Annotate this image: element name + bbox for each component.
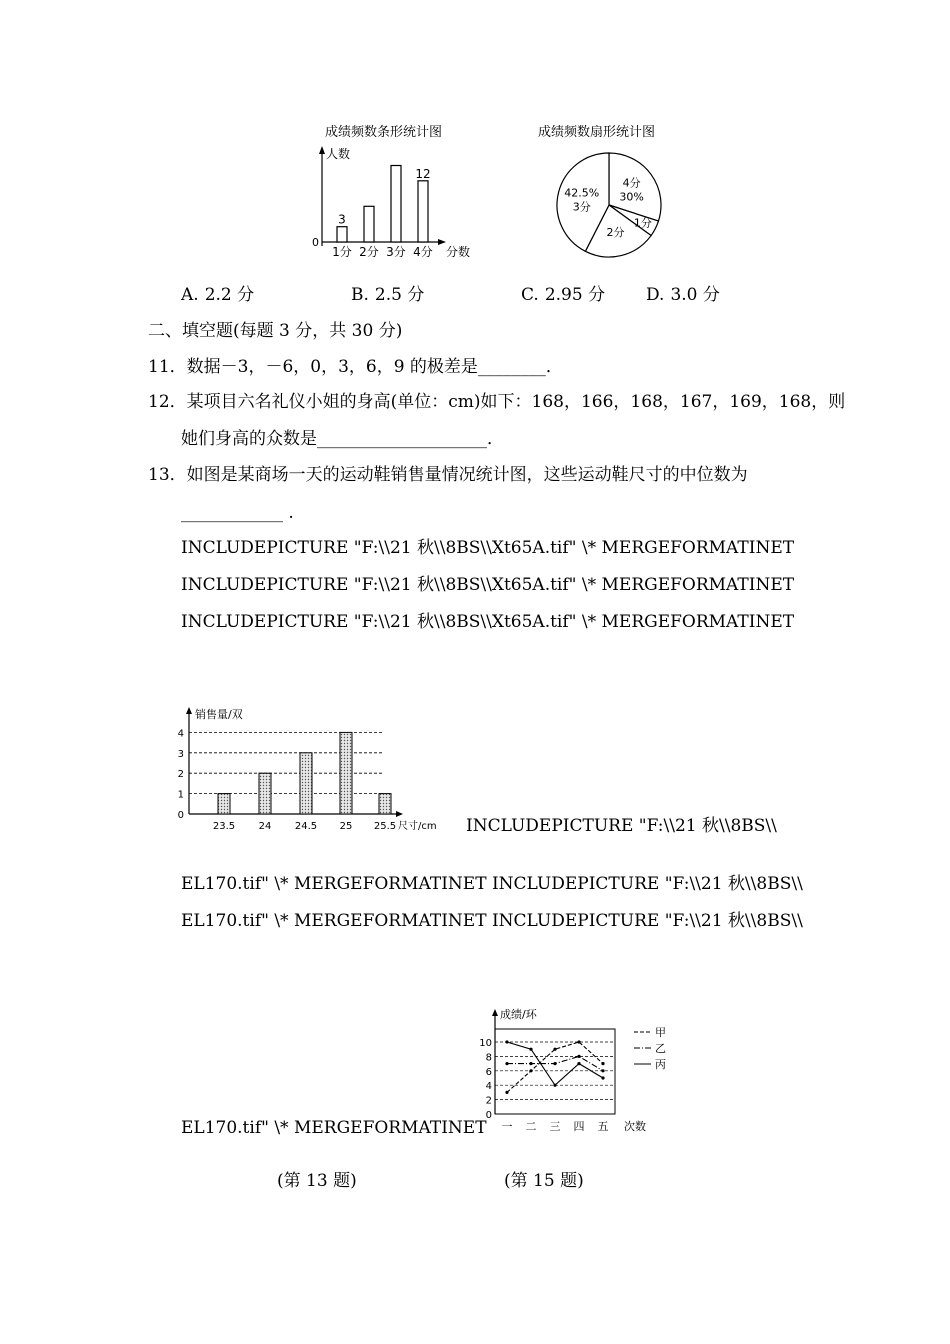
- score-xtick-4: 四: [573, 1120, 585, 1133]
- pie-label-4: 3分: [572, 200, 591, 214]
- score-ytick-10: 10: [479, 1038, 492, 1049]
- option-a-text: 2.2 分: [204, 285, 255, 305]
- shooting-score-chart: [478, 1002, 678, 1137]
- include-after-chart: INCLUDEPICTURE "F:\\21 秋\\8BS\\: [466, 816, 777, 836]
- option-b[interactable]: [351, 284, 424, 306]
- pie-label-1: 4分: [622, 176, 641, 190]
- question-12-line2: 她们身高的众数是____________________．: [181, 429, 504, 449]
- option-d-letter: D.: [646, 285, 665, 305]
- option-c-text: 2.95 分: [544, 285, 606, 305]
- score-ylabel: 成绩/环: [500, 1008, 537, 1021]
- option-d-text: 3.0 分: [670, 285, 720, 305]
- pie-label-3: 2分: [606, 226, 625, 240]
- bar-ylabel: 人数: [326, 147, 351, 161]
- include-el-2: EL170.tif" \* MERGEFORMATINET INCLUDEPICTURE "F:\\21 秋\\8BS\\: [181, 911, 803, 931]
- option-c-letter: C.: [521, 285, 539, 305]
- bar-category-label-4: 4分: [413, 245, 433, 259]
- score-point-乙-4: [577, 1055, 580, 1058]
- score-point-乙-3: [553, 1062, 556, 1065]
- question-12-line1: 12．某项目六名礼仪小姐的身高(单位：cm)如下：168，166，168，167，169，168，则: [148, 392, 846, 412]
- include-field-3: INCLUDEPICTURE "F:\\21 秋\\8BS\\Xt65A.tif" \* MERGEFORMATINET: [181, 612, 795, 632]
- bar-y-arrow: [319, 146, 325, 154]
- sales-bar-23.5: [218, 794, 230, 814]
- bar-value-label-1: 3: [338, 212, 346, 227]
- legend-label-乙: 乙: [655, 1042, 666, 1055]
- question-13-line1: 13．如图是某商场一天的运动鞋销售量情况统计图，这些运动鞋尺寸的中位数为: [148, 465, 748, 485]
- sales-bar-24: [259, 773, 271, 814]
- sales-ytick-3: 3: [177, 748, 184, 760]
- sales-ylabel: 销售量/双: [195, 708, 243, 721]
- score-point-丙-1: [505, 1040, 508, 1043]
- score-xtick-5: 五: [597, 1120, 609, 1133]
- score-xtick-1: 一: [501, 1120, 513, 1133]
- option-a-letter: A.: [181, 285, 199, 305]
- score-point-乙-1: [505, 1062, 508, 1065]
- pie-chart-title: 成绩频数扇形统计图: [538, 125, 656, 140]
- score-ytick-6: 6: [485, 1066, 492, 1078]
- sales-ytick-1: 1: [177, 789, 184, 801]
- score-ytick-2: 2: [485, 1095, 492, 1107]
- score-ytick-0: 0: [485, 1110, 492, 1121]
- score-point-丙-4: [577, 1062, 580, 1065]
- option-a[interactable]: [181, 284, 254, 306]
- option-d[interactable]: [646, 284, 720, 306]
- caption-q13: (第 13 题): [277, 1171, 357, 1191]
- bar-category-label-3: 3分: [386, 245, 406, 259]
- bar-1: [337, 227, 347, 242]
- score-point-甲-5: [601, 1062, 604, 1065]
- bar-origin: 0: [312, 236, 319, 249]
- bar-chart-title: 成绩频数条形统计图: [325, 125, 443, 140]
- pie-percent-4: 42.5%: [564, 186, 600, 200]
- sales-bar-24.5: [300, 753, 312, 814]
- include-field-2: INCLUDEPICTURE "F:\\21 秋\\8BS\\Xt65A.tif" \* MERGEFORMATINET: [181, 575, 795, 595]
- score-point-甲-4: [577, 1040, 580, 1043]
- score-xtick-2: 二: [525, 1120, 537, 1133]
- sales-xlabel: 尺寸/cm: [398, 821, 437, 832]
- caption-q15: (第 15 题): [504, 1171, 584, 1191]
- question-13-line2: ____________ .: [181, 503, 294, 523]
- score-bar-chart: [300, 118, 500, 268]
- score-point-丙-2: [529, 1048, 532, 1051]
- include-el-3: EL170.tif" \* MERGEFORMATINET: [181, 1118, 487, 1138]
- score-point-乙-2: [529, 1062, 532, 1065]
- sales-xtick-23.5: 23.5: [212, 821, 236, 832]
- sales-bar-25.5: [379, 794, 391, 814]
- score-point-丙-3: [553, 1084, 556, 1087]
- sales-ytick-2: 2: [177, 769, 184, 781]
- sales-ytick-0: 0: [177, 810, 184, 821]
- score-point-甲-1: [505, 1091, 508, 1094]
- sales-y-arrow: [186, 707, 192, 714]
- option-b-letter: B.: [351, 285, 369, 305]
- bar-category-label-1: 1分: [332, 245, 352, 259]
- bar-category-label-2: 2分: [359, 245, 379, 259]
- option-c[interactable]: [521, 284, 605, 306]
- sales-xtick-25: 25: [339, 821, 353, 832]
- score-pie-chart: [530, 118, 690, 268]
- score-xlabel: 次数: [624, 1120, 646, 1133]
- sales-ytick-4: 4: [177, 728, 184, 740]
- bar-3: [391, 166, 401, 243]
- include-field-1: INCLUDEPICTURE "F:\\21 秋\\8BS\\Xt65A.tif" \* MERGEFORMATINET: [181, 538, 795, 558]
- question-11: 11．数据－3，－6，0，3，6，9 的极差是________．: [148, 357, 563, 377]
- score-point-甲-2: [529, 1069, 532, 1072]
- bar-xlabel: 分数: [446, 245, 471, 259]
- sales-bar-25: [340, 732, 352, 814]
- score-ytick-4: 4: [485, 1081, 492, 1093]
- score-point-乙-5: [601, 1069, 604, 1072]
- sales-x-arrow: [396, 811, 403, 817]
- sales-xtick-24.5: 24.5: [294, 821, 318, 832]
- score-point-甲-3: [553, 1048, 556, 1051]
- bar-value-label-4: 12: [415, 166, 431, 181]
- sales-xtick-24: 24: [258, 821, 272, 832]
- score-y-arrow: [492, 1009, 498, 1016]
- score-xtick-3: 三: [549, 1120, 561, 1133]
- legend-label-甲: 甲: [655, 1026, 666, 1039]
- bar-x-arrow: [438, 239, 446, 245]
- bar-4: [418, 181, 428, 242]
- legend-label-丙: 丙: [655, 1058, 666, 1071]
- bar-2: [364, 206, 374, 242]
- option-b-text: 2.5 分: [374, 285, 425, 305]
- score-ytick-8: 8: [485, 1052, 492, 1064]
- pie-label-2: 1分: [633, 216, 652, 230]
- shoe-sales-chart: [172, 700, 452, 835]
- pie-percent-1: 30%: [619, 190, 644, 204]
- section-heading: 二、填空题(每题 3 分，共 30 分): [148, 321, 403, 341]
- score-point-丙-5: [601, 1076, 604, 1079]
- include-el-1: EL170.tif" \* MERGEFORMATINET INCLUDEPICTURE "F:\\21 秋\\8BS\\: [181, 874, 803, 894]
- sales-xtick-25.5: 25.5: [373, 821, 397, 832]
